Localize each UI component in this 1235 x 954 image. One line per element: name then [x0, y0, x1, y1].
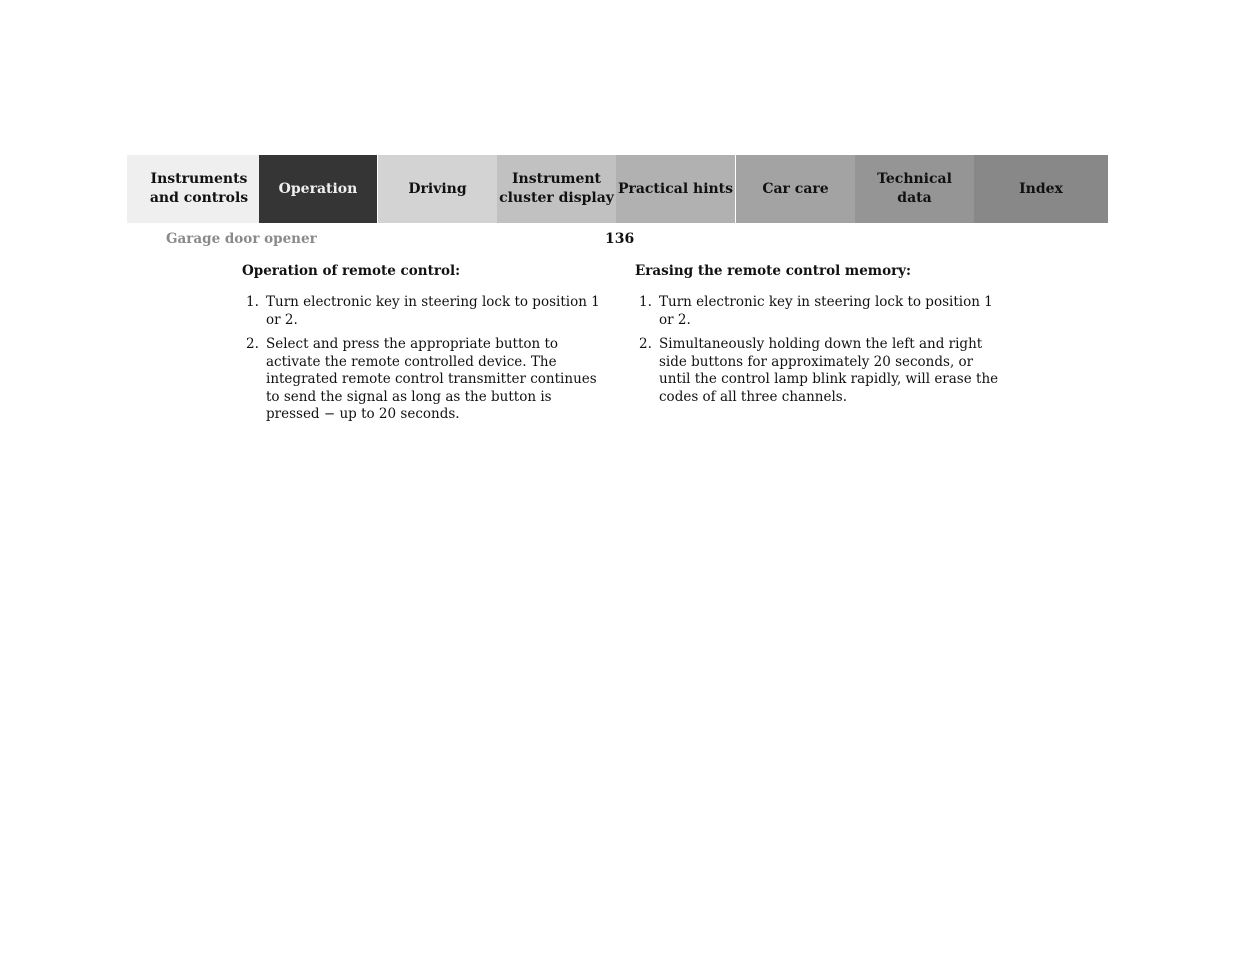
list-item [242, 294, 607, 329]
step-number: 1. [246, 294, 259, 310]
section-title: Garage door opener [166, 231, 317, 247]
tab-car-care[interactable]: Car care [736, 155, 855, 223]
erase-memory-section [635, 262, 1000, 413]
step-text: Select and press the appropriate button to activate the remote controlled device. The integrated remote control transmitter continues to send the signal as long as the button is pressed − up to 20 seconds. [266, 336, 597, 422]
chapter-tabs [127, 155, 1108, 223]
step-text: Simultaneously holding down the left and right side buttons for approximately 20 seconds, or until the control lamp blink rapidly, will erase the codes of all three channels. [659, 336, 999, 405]
tab-practical-hints[interactable]: Practical hints [616, 155, 736, 223]
operation-section [242, 262, 607, 431]
step-number: 2. [246, 336, 259, 352]
step-number: 1. [639, 294, 652, 310]
tab-technical-data[interactable]: Technical data [855, 155, 974, 223]
step-number: 2. [639, 336, 652, 352]
page-number: 136 [605, 231, 635, 247]
list-item [242, 336, 607, 424]
tab-instruments-and-controls[interactable]: Instruments and controls [127, 155, 259, 223]
operation-steps [242, 294, 607, 424]
tab-instrument-cluster-display[interactable]: Instrument cluster display [497, 155, 616, 223]
tab-index[interactable]: Index [974, 155, 1108, 223]
erase-memory-steps [635, 294, 1000, 406]
list-item [635, 294, 1000, 329]
tab-driving[interactable]: Driving [378, 155, 497, 223]
list-item [635, 336, 1000, 406]
erase-memory-heading: Erasing the remote control memory: [635, 263, 912, 279]
step-text: Turn electronic key in steering lock to position 1 or 2. [266, 294, 600, 328]
step-text: Turn electronic key in steering lock to position 1 or 2. [659, 294, 993, 328]
tab-operation[interactable]: Operation [259, 155, 378, 223]
operation-heading: Operation of remote control: [242, 263, 461, 279]
